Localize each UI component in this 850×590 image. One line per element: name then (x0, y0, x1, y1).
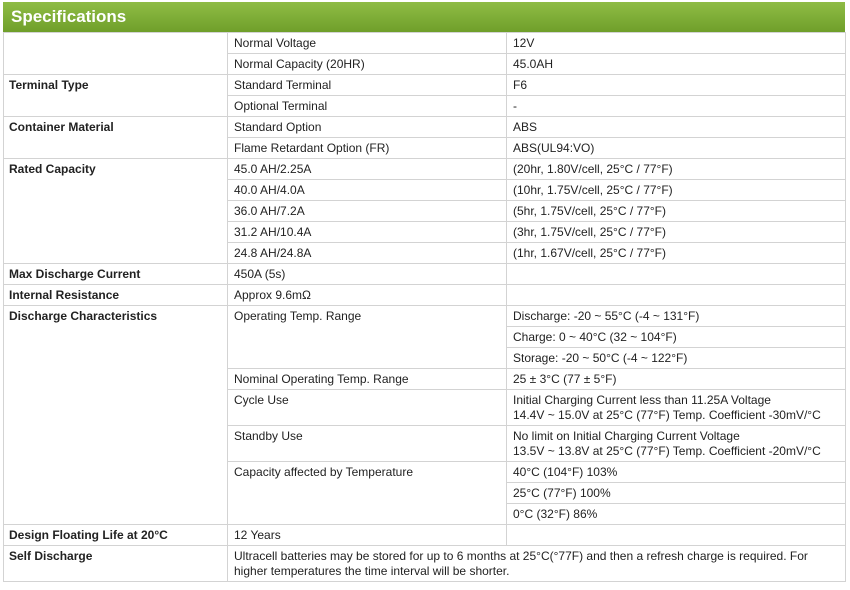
row-label: Max Discharge Current (4, 264, 228, 285)
row-value (507, 264, 846, 285)
value-line: Ultracell batteries may be stored for up to 6 months at 25°C(°77F) and then a refresh charge is required. For (234, 549, 808, 563)
row-label: Container Material (4, 117, 228, 159)
row-key: Nominal Operating Temp. Range (228, 369, 507, 390)
row-label: Design Floating Life at 20°C (4, 525, 228, 546)
row-key: Capacity affected by Temperature (228, 462, 507, 525)
row-value: (10hr, 1.75V/cell, 25°C / 77°F) (507, 180, 846, 201)
row-key: Cycle Use (228, 390, 507, 426)
row-value: 40°C (104°F) 103% (507, 462, 846, 483)
row-value: Discharge: -20 ~ 55°C (-4 ~ 131°F) (507, 306, 846, 327)
row-value (228, 546, 846, 582)
row-value: - (507, 96, 846, 117)
row-label: Terminal Type (4, 75, 228, 117)
row-label: Self Discharge (4, 546, 228, 582)
row-label: Rated Capacity (4, 159, 228, 264)
row-label (4, 33, 228, 75)
table-row (4, 546, 846, 582)
spec-table (3, 32, 846, 582)
row-key: Standby Use (228, 426, 507, 462)
value-line: 13.5V ~ 13.8V at 25°C (77°F) Temp. Coefficient -20mV/°C (513, 444, 821, 458)
row-value: 12V (507, 33, 846, 54)
row-key: 36.0 AH/7.2A (228, 201, 507, 222)
table-row (4, 264, 846, 285)
row-key: Operating Temp. Range (228, 306, 507, 369)
row-key: 450A (5s) (228, 264, 507, 285)
row-value: ABS (507, 117, 846, 138)
row-key: 12 Years (228, 525, 507, 546)
row-key: 31.2 AH/10.4A (228, 222, 507, 243)
row-value: (3hr, 1.75V/cell, 25°C / 77°F) (507, 222, 846, 243)
value-line: 14.4V ~ 15.0V at 25°C (77°F) Temp. Coefficient -30mV/°C (513, 408, 821, 422)
row-value: (5hr, 1.75V/cell, 25°C / 77°F) (507, 201, 846, 222)
row-key: Standard Terminal (228, 75, 507, 96)
table-row (4, 117, 846, 138)
value-line: Initial Charging Current less than 11.25A Voltage (513, 393, 771, 407)
row-key: Normal Voltage (228, 33, 507, 54)
table-row (4, 306, 846, 327)
row-value: (1hr, 1.67V/cell, 25°C / 77°F) (507, 243, 846, 264)
table-row (4, 285, 846, 306)
row-value: Charge: 0 ~ 40°C (32 ~ 104°F) (507, 327, 846, 348)
row-value (507, 525, 846, 546)
row-key: 24.8 AH/24.8A (228, 243, 507, 264)
row-key: 45.0 AH/2.25A (228, 159, 507, 180)
row-value: Storage: -20 ~ 50°C (-4 ~ 122°F) (507, 348, 846, 369)
row-value: 45.0AH (507, 54, 846, 75)
table-row (4, 525, 846, 546)
row-value (507, 285, 846, 306)
row-value: 25°C (77°F) 100% (507, 483, 846, 504)
row-key: 40.0 AH/4.0A (228, 180, 507, 201)
table-row (4, 33, 846, 54)
value-line: higher temperatures the time interval will be shorter. (234, 564, 510, 578)
row-value (507, 426, 846, 462)
table-row (4, 159, 846, 180)
row-value: 0°C (32°F) 86% (507, 504, 846, 525)
row-value (507, 390, 846, 426)
row-key: Approx 9.6mΩ (228, 285, 507, 306)
row-value: (20hr, 1.80V/cell, 25°C / 77°F) (507, 159, 846, 180)
row-value: 25 ± 3°C (77 ± 5°F) (507, 369, 846, 390)
section-title: Specifications (11, 7, 127, 26)
row-label: Discharge Characteristics (4, 306, 228, 525)
specifications-panel (3, 2, 845, 582)
row-key: Normal Capacity (20HR) (228, 54, 507, 75)
row-value: ABS(UL94:VO) (507, 138, 846, 159)
table-row (4, 75, 846, 96)
value-line: No limit on Initial Charging Current Voltage (513, 429, 740, 443)
section-header (3, 2, 845, 32)
row-label: Internal Resistance (4, 285, 228, 306)
row-key: Optional Terminal (228, 96, 507, 117)
row-key: Flame Retardant Option (FR) (228, 138, 507, 159)
row-key: Standard Option (228, 117, 507, 138)
row-value: F6 (507, 75, 846, 96)
